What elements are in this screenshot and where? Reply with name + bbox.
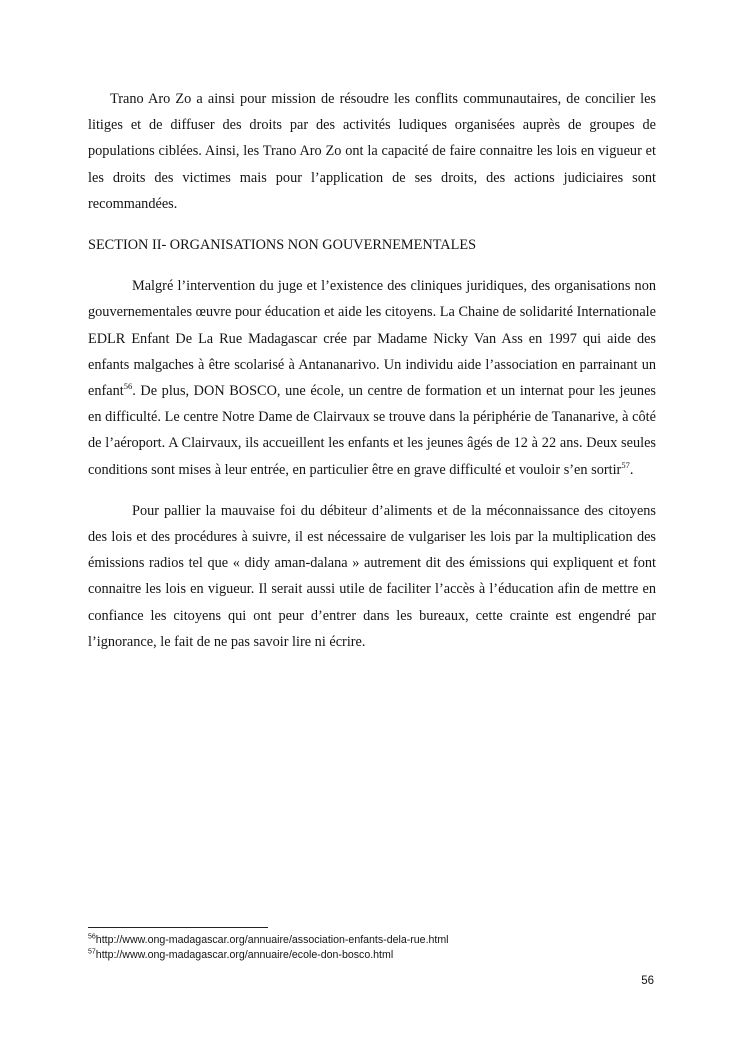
footnote-link[interactable]: http://www.ong-madagascar.org/annuaire/association-enfants-dela-rue.html (95, 934, 449, 946)
paragraph-ngo-text-1: Malgré l’intervention du juge et l’existence des cliniques juridiques, des organisations non gouvernementales œuvre pour éducation et aide les citoyens. La Chaine de solidarité Internationale EDLR Enfant De La Rue Madagascar crée par Madame Nicky Van Ass en 1997 qui aide des enfants malgaches à être scolarisé à Antananarivo. Un individu aide l’association en parrainant un enfant (88, 278, 656, 400)
page-number: 56 (641, 975, 654, 987)
footnote-number: 57 (88, 948, 96, 956)
footnote-ref-57[interactable]: 57 (621, 459, 630, 470)
footnote-56 (88, 933, 656, 948)
footnotes (88, 933, 656, 963)
footnote-link[interactable]: http://www.ong-madagascar.org/annuaire/ecole-don-bosco.html (95, 949, 394, 961)
paragraph-ngo-text-2: . De plus, DON BOSCO, une école, un centre de formation et un internat pour les jeunes en difficulté. Le centre Notre Dame de Clairvaux se trouve dans la périphérie de Tananarive, à côté de l’aéroport. A Clairvaux, ils accueillent les enfants et les jeunes âgés de 12 à 22 ans. Deux seules conditions sont mises à leur entrée, en particulier être en grave difficulté et vouloir s’en sortir (88, 383, 656, 478)
body-text (88, 86, 656, 670)
footnote-57 (88, 948, 656, 963)
paragraph-recommendations: Pour pallier la mauvaise foi du débiteur d’aliments et de la méconnaissance des citoyens des lois et des procédures à suivre, il est nécessaire de vulgariser les lois par la multiplication des émissions radios tel que « didy aman-dalana » autrement dit des émissions qui expliquent et font connaitre les lois en vigueur. Il serait aussi utile de faciliter l’accès à l’éducation afin de mettre en confiance les citoyens qui ont peur d’entrer dans les bureaux, cette crainte est engendré par l’ignorance, le fait de ne pas savoir lire ni écrire. (88, 502, 656, 650)
footnote-number: 56 (88, 933, 96, 941)
paragraph-ngo-text-end: . (629, 461, 634, 478)
footnote-separator (88, 927, 268, 928)
paragraph-trano-aro-zo: Trano Aro Zo a ainsi pour mission de résoudre les conflits communautaires, de concilier les litiges et de diffuser des droits par des activités ludiques organisées auprès de groupes de populations ciblées. Ainsi, les Trano Aro Zo ont la capacité de faire connaitre les lois en vigueur et les droits des victimes mais pour l’application de ses droits, des actions judiciaires sont recommandées. (88, 91, 656, 212)
paragraph-ngo (88, 273, 656, 483)
footnote-ref-56[interactable]: 56 (123, 381, 133, 392)
section-heading: SECTION II- ORGANISATIONS NON GOUVERNEMENTALES (88, 237, 477, 254)
